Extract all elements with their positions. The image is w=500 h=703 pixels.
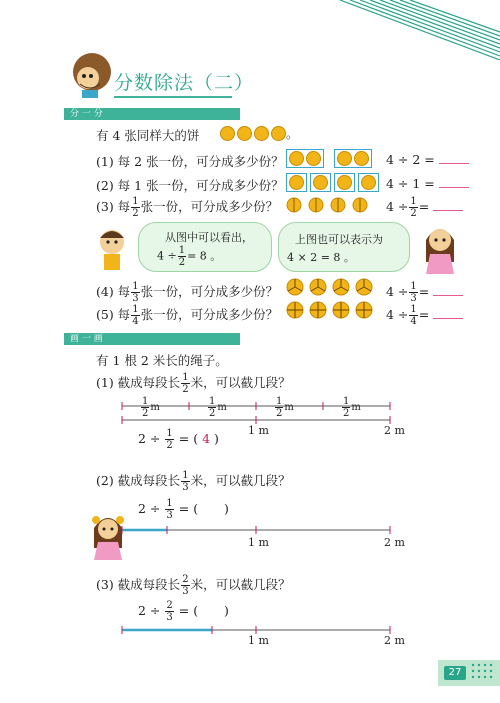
- p1-rope-axis: [118, 400, 398, 426]
- p3-equation: 2 ÷ $\frac{2}{3}$ = ( ): [138, 600, 229, 623]
- q1-expr: 4 ÷ 2 =: [386, 152, 469, 167]
- cookie-icon: [220, 126, 235, 141]
- rope-intro: 有 1 根 2 米长的绳子。: [96, 353, 228, 368]
- dot-pattern: [470, 662, 498, 684]
- p1-axis-mid: 1 m: [248, 424, 269, 437]
- cookie-icon: [337, 175, 352, 190]
- intro-period: 。: [286, 126, 299, 141]
- p3-axis-end: 2 m: [384, 634, 405, 647]
- q1-text: (1) 每 2 张一份，可分成多少份？: [96, 154, 284, 169]
- cookie-icon: [361, 175, 376, 190]
- cookie-icon: [254, 126, 269, 141]
- cookie-icon: [289, 175, 304, 190]
- p2-equation: 2 ÷ $\frac{1}{3}$ = ( ): [138, 498, 229, 521]
- speech-bubble-left: 从图中可以看出， 4 ÷ $\frac{1}{2}$ = 8 。: [138, 222, 272, 272]
- cookie-icon: [237, 126, 252, 141]
- q2-text: (2) 每 1 张一份，可分成多少份？: [96, 178, 284, 193]
- speech-bubble-right: 上图也可以表示为 4 × 2 = 8 。: [278, 222, 410, 272]
- q2-expr: 4 ÷ 1 =: [386, 176, 469, 191]
- p2-text: (2) 截成每段长 $\frac{1}{3}$ 米，可以截几段？: [96, 470, 291, 493]
- section-draw: 画 一 画: [64, 333, 240, 345]
- girl-small-icon: [88, 512, 128, 566]
- q3-text: (3) 每 $\frac{1}{2}$ 张一份，可分成多少份？: [96, 196, 279, 219]
- corner-stripes: [340, 0, 500, 60]
- q4-text: (4) 每 $\frac{1}{3}$ 张一份，可分成多少份？: [96, 281, 279, 304]
- section-divide: 分 一 分: [64, 108, 240, 120]
- p3-text: (3) 截成每段长 $\frac{2}{3}$ 米，可以截几段？: [96, 574, 291, 597]
- page-title: 分数除法（二）: [114, 72, 255, 94]
- q1-groups: [286, 149, 372, 168]
- p1-equation: 2 ÷ $\frac{1}{2}$ = ( 4 ): [138, 428, 219, 451]
- answer-blank[interactable]: [433, 308, 463, 319]
- q5-quarters: [286, 301, 378, 323]
- q5-expr: 4 ÷ $\frac{1}{4}$ =: [386, 304, 463, 327]
- title-underline: [114, 96, 232, 98]
- answer-blank[interactable]: [439, 153, 469, 164]
- p2-axis-end: 2 m: [384, 536, 405, 549]
- p1-axis-end: 2 m: [384, 424, 405, 437]
- p1-segment-labels: $\frac{1}{2}$ m $\frac{1}{2}$ m $\frac{1}{2}$ m $\frac{1}{2}$ m: [142, 396, 361, 419]
- q2-groups: [286, 173, 379, 192]
- p1-text: (1) 截成每段长 $\frac{1}{2}$ 米，可以截几段？: [96, 372, 291, 395]
- cookies-row: [220, 126, 286, 141]
- cookie-icon: [337, 151, 352, 166]
- q4-thirds: [286, 278, 378, 300]
- q5-text: (5) 每 $\frac{1}{4}$ 张一份，可分成多少份？: [96, 304, 279, 327]
- q4-expr: 4 ÷ $\frac{1}{3}$ =: [386, 281, 463, 304]
- cookie-icon: [354, 151, 369, 166]
- answer-blank[interactable]: [433, 200, 463, 211]
- p1-answer: 4: [202, 431, 211, 446]
- cookie-icon: [289, 151, 304, 166]
- q3-halves: [286, 197, 374, 213]
- boy-character-icon: [92, 228, 132, 280]
- hedgehog-mascot-icon: [68, 50, 112, 104]
- girl-character-icon: [418, 222, 462, 280]
- intro-text: 有 4 张同样大的饼: [96, 128, 200, 143]
- p3-answer-blank[interactable]: [202, 605, 220, 615]
- cookie-icon: [313, 175, 328, 190]
- p3-axis-mid: 1 m: [248, 634, 269, 647]
- cookie-icon: [271, 126, 286, 141]
- page-number: 27: [444, 666, 466, 680]
- answer-blank[interactable]: [433, 285, 463, 296]
- q3-expr: 4 ÷ $\frac{1}{2}$ =: [386, 196, 463, 219]
- p2-answer-blank[interactable]: [202, 503, 220, 513]
- answer-blank[interactable]: [439, 177, 469, 188]
- p2-axis-mid: 1 m: [248, 536, 269, 549]
- page-number-box: [438, 660, 500, 686]
- cookie-icon: [306, 151, 321, 166]
